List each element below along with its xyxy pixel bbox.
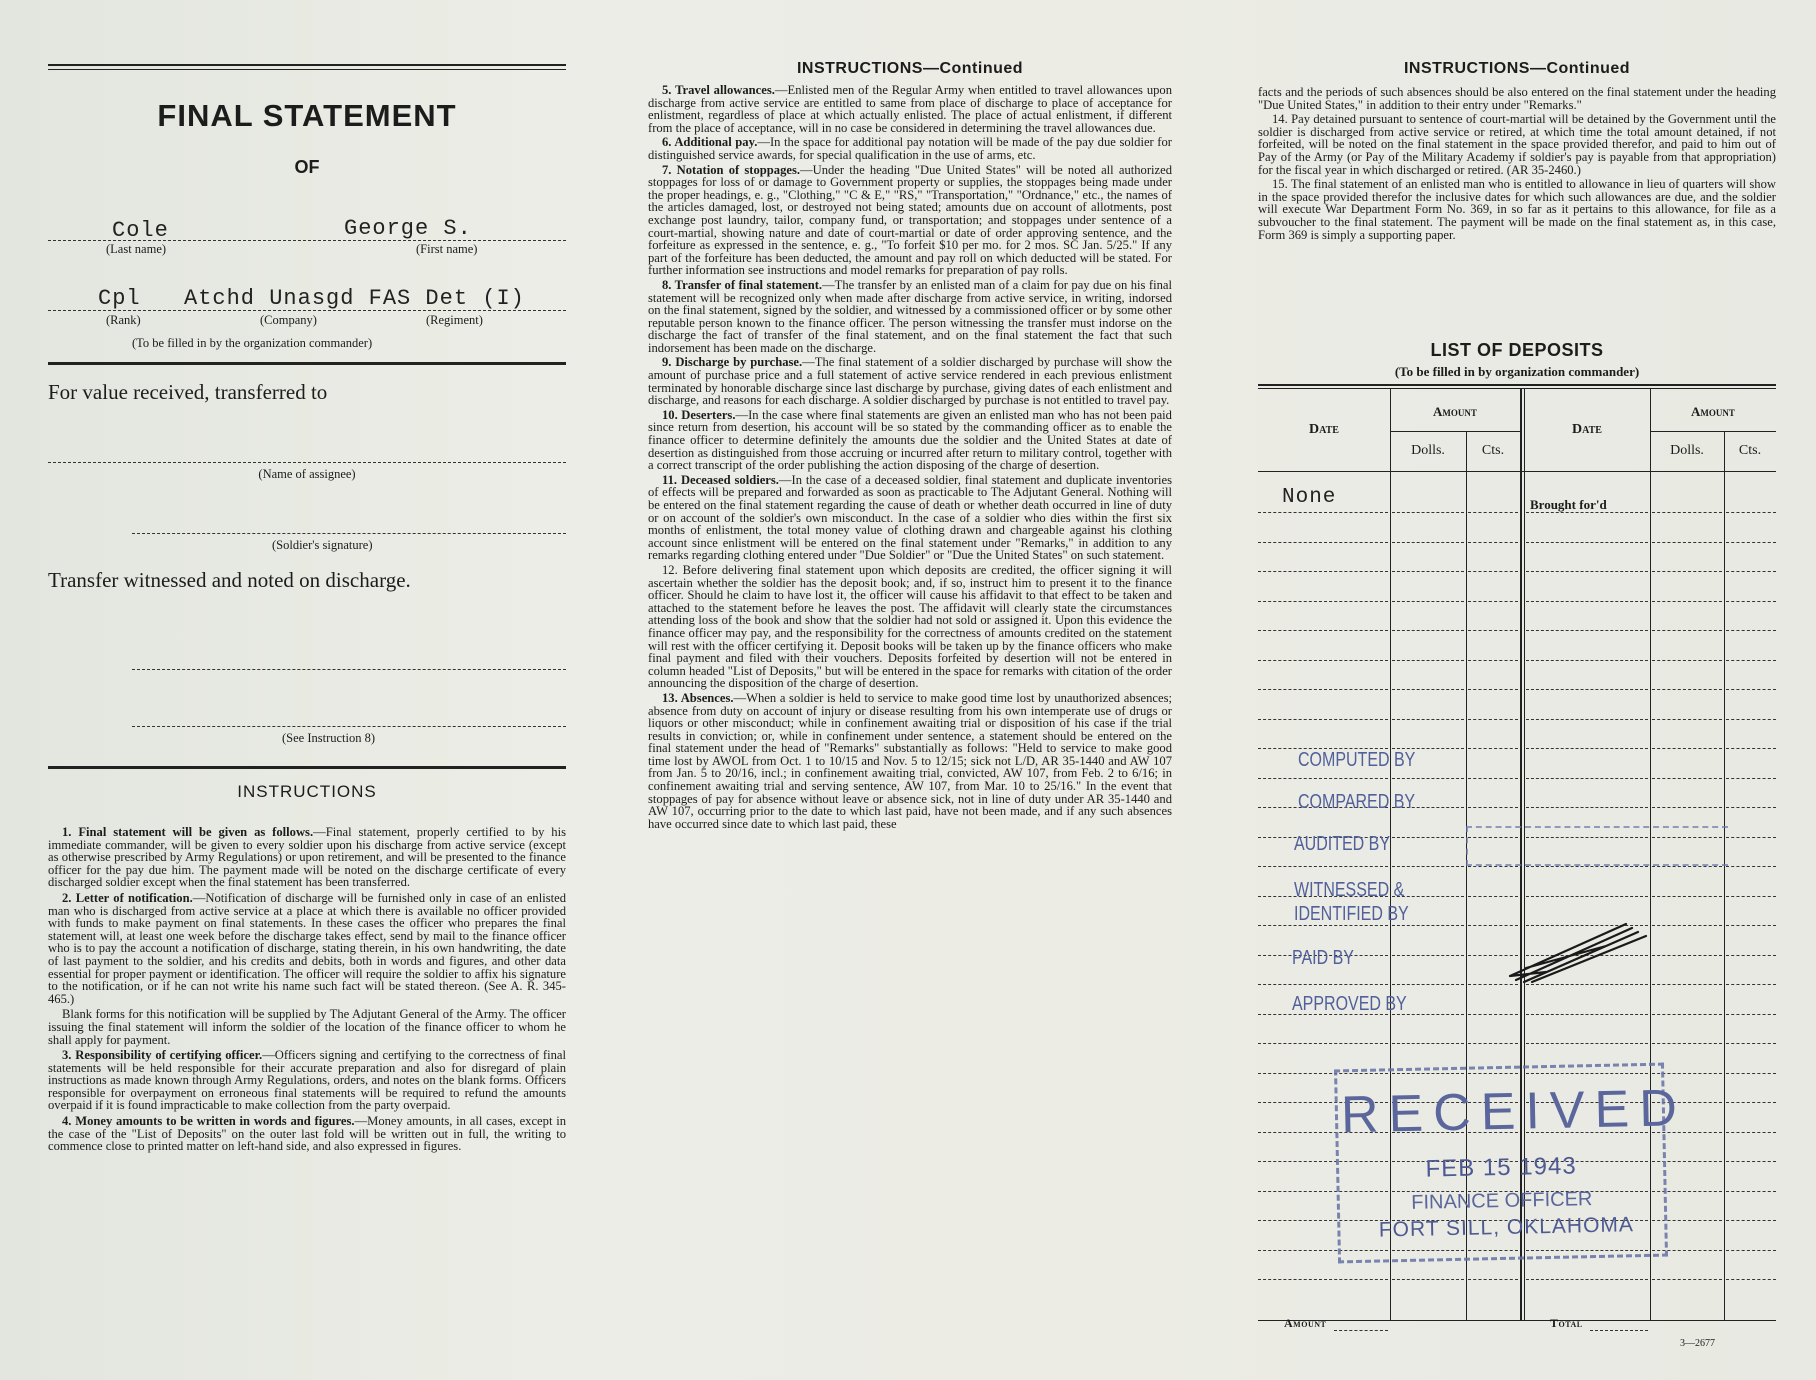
deposit-row-line[interactable] — [1468, 571, 1518, 572]
deposit-row-line[interactable] — [1392, 955, 1464, 956]
dolls-header-right: Dolls. — [1670, 443, 1704, 458]
approval-signature — [1506, 916, 1656, 986]
deposit-row-line[interactable] — [1726, 984, 1776, 985]
deposit-row-line[interactable] — [1468, 630, 1518, 631]
deposit-row-line[interactable] — [1726, 1043, 1776, 1044]
deposit-row-line[interactable] — [1526, 689, 1648, 690]
stamp-approved: APPROVED BY — [1292, 993, 1407, 1015]
deposit-row-line[interactable] — [1652, 512, 1722, 513]
deposit-row-line[interactable] — [1726, 778, 1776, 779]
deposit-row-line[interactable] — [1468, 689, 1518, 690]
amount-header-right: Amount — [1691, 404, 1735, 419]
deposit-row-line[interactable] — [1652, 866, 1722, 867]
assignee-line[interactable] — [48, 462, 566, 463]
deposit-row-line[interactable] — [1258, 630, 1388, 631]
deposit-row-line[interactable] — [1652, 660, 1722, 661]
deposit-row-line[interactable] — [1726, 837, 1776, 838]
deposit-row-line[interactable] — [1652, 719, 1722, 720]
deposit-row-line[interactable] — [1652, 1014, 1722, 1015]
date-header-right: Date — [1572, 422, 1602, 437]
dolls-header-left: Dolls. — [1411, 443, 1445, 458]
deposit-row-line[interactable] — [1258, 1279, 1388, 1280]
assignee-label: (Name of assignee) — [258, 467, 356, 481]
rank-label: (Rank) — [106, 313, 141, 327]
stamp-computed: COMPUTED BY — [1298, 749, 1416, 771]
deposit-row-line[interactable] — [1726, 925, 1776, 926]
deposit-row-line[interactable] — [1526, 542, 1648, 543]
deposit-row-line[interactable] — [1392, 1279, 1464, 1280]
deposit-row-line[interactable] — [1526, 1014, 1648, 1015]
company-label: (Company) — [260, 313, 317, 327]
right-heading: INSTRUCTIONS—Continued — [1403, 60, 1631, 77]
deposit-row-line[interactable] — [1526, 896, 1648, 897]
stamp-paid: PAID BY — [1292, 947, 1354, 969]
total-footer-line[interactable] — [1590, 1330, 1648, 1331]
stamp-identified: IDENTIFIED BY — [1294, 903, 1409, 925]
received-stamp-location: FORT SILL, OKLAHOMA — [1378, 1213, 1635, 1242]
rank-value: Cpl — [98, 286, 141, 311]
deposit-row-line[interactable] — [1726, 866, 1776, 867]
deposit-row-line[interactable] — [1258, 660, 1388, 661]
deposit-row-line[interactable] — [1726, 955, 1776, 956]
deposit-row-line[interactable] — [1258, 778, 1388, 779]
instruction-1: 1. Final statement will be given as follows.—Final statement, properly certified to by his immediate commander, will be given to every soldier upon his discharge from active service (except as otherwise prescribed by Army Regulations) or upon retirement, and will be presented to the finance officer for the pay due him. The payment made will be noted on the discharge certificate of every discharged soldier except when the final statement has been transferred. — [48, 825, 566, 890]
deposit-row-line[interactable] — [1392, 689, 1464, 690]
deposit-row-line[interactable] — [1652, 1279, 1722, 1280]
amount-sub-rule-left — [1390, 431, 1520, 432]
deposit-row-line[interactable] — [1258, 866, 1388, 867]
brought-forward-label: Brought for'd — [1530, 497, 1607, 512]
deposit-row-line[interactable] — [1468, 601, 1518, 602]
see-instruction-label: (See Instruction 8) — [282, 731, 376, 745]
instruction-13: 13. Absences.—When a soldier is held to service to make good time lost by unauthorized absences; absence from duty on account of injury or disease resulting from his own intemperate use of drugs or liquors or other misconduct; while in confinement awaiting trial or disposition of his case if the trial results in conviction; or, while in confinement under sentence, a statement should be entered on the final statement under the head of "Remarks" substantially as follows: "Held to service to make good time lost by AWOL from Oct. 1 to 10/15 and Nov. 5 to 12/15; sick not L/D, AR 35-1440 and AW 107 from Jan. 5 to 20/16, incl.; in confinement awaiting trial, convicted, AW 107, from Feb. 2 to 6/16; in confinement awaiting trial and serving sentence, AW 107, from Mar. 10 to 25/16." In the event that stoppages of pay for absence without leave or absence sick, not in line of duty under AR 35-1440 and AW 107, occurring prior to the date to which last paid, have not been made, and if any such absences have occurred since date to which last paid, these — [648, 690, 1172, 831]
deposit-row-line[interactable] — [1392, 571, 1464, 572]
deposit-row-line[interactable] — [1392, 778, 1464, 779]
deposit-row-line[interactable] — [1258, 1043, 1388, 1044]
first-name-label: (First name) — [416, 242, 478, 256]
date-header-left: Date — [1309, 422, 1339, 437]
instruction-9: 9. Discharge by purchase.—The final statement of a soldier discharged by purchase will show the amount of purchase price and a full statement of active service rendered in each previous enlistment terminated by honorable discharge since last discharge by purchase, giving dates of each enlistment and discharge, and reasons for each discharge. A soldier discharged by purchase is not entitled to travel pay. — [648, 355, 1173, 408]
deposit-row-line[interactable] — [1652, 955, 1722, 956]
deposit-row-line[interactable] — [1726, 601, 1776, 602]
company-value: Atchd Unasgd FAS Det (I) — [184, 286, 525, 311]
section-rule — [48, 362, 566, 365]
amount-footer-line[interactable] — [1334, 1330, 1388, 1331]
stamp-compared: COMPARED BY — [1298, 791, 1416, 813]
deposit-row-line[interactable] — [1526, 778, 1648, 779]
deposit-row-line[interactable] — [1726, 896, 1776, 897]
deposit-row-line[interactable] — [1258, 542, 1388, 543]
deposit-row-line[interactable] — [1526, 719, 1648, 720]
last-name-value: Cole — [112, 218, 169, 243]
instructions-heading: INSTRUCTIONS — [237, 782, 377, 801]
instruction-4: 4. Money amounts to be written in words and figures.—Money amounts, in all cases, except in the case of the "List of Deposits" on the outer last fold will be written out in full, the writing to commence close to printed matter on left-hand side, and also expressed in figures. — [48, 1114, 567, 1154]
instruction-12: 12. Before delivering final statement upon which deposits are credited, the officer signing it will ascertain whether the soldier has the deposit book; and, if so, instruct him to present it to the finance officer. Should he claim to have lost it, the officer will cause his affidavit to that effect to be taken and attached to the statement before he leaves the post. The affidavit will clearly state the circumstances attending loss of the book and show that the soldier had not sold or assigned it. Upon this evidence the finance officer may pay, and the responsibility for the correctness of amounts credited on the statement will rest with the officer certifying it. Deposit books will be taken up by the finance officers who make final payment and filed with their vouchers. Deposits forfeited by desertion will not be entered in column headed "List of Deposits," but will be entered in the space for remarks with citation of the order announcing the disposition of the charge of desertion. — [648, 562, 1172, 691]
deposit-row-line[interactable] — [1726, 630, 1776, 631]
middle-instructions-body — [648, 84, 1172, 830]
deposit-row-line[interactable] — [1468, 866, 1518, 867]
deposit-row-line[interactable] — [1726, 807, 1776, 808]
amount-footer-label: Amount — [1284, 1316, 1327, 1330]
deposit-row-line[interactable] — [1652, 630, 1722, 631]
deposit-row-line[interactable] — [1726, 1073, 1776, 1074]
deposit-row-line[interactable] — [1726, 512, 1776, 513]
deposit-row-line[interactable] — [1392, 660, 1464, 661]
deposit-row-line[interactable] — [1258, 601, 1388, 602]
deposit-row-line[interactable] — [1652, 748, 1722, 749]
instruction-6: 6. Additional pay.—In the space for additional pay notation will be made of the pay due soldier for distinguished service awards, for special qualification in the use of arms, etc. — [648, 135, 1172, 162]
deposit-row-line[interactable] — [1526, 807, 1648, 808]
first-deposit-entry: None — [1282, 486, 1337, 509]
deposit-row-line[interactable] — [1468, 778, 1518, 779]
deposit-row-line[interactable] — [1526, 748, 1648, 749]
transfer-text: For value received, transferred to — [48, 380, 328, 404]
of-label: OF — [294, 157, 320, 177]
deposit-row-line[interactable] — [1468, 1014, 1518, 1015]
final-statement-column — [48, 0, 566, 1380]
org-commander-note: (To be filled in by the organization commander) — [132, 336, 373, 350]
stamp-witnessed: WITNESSED & — [1294, 879, 1405, 901]
table-top-rule — [1258, 384, 1776, 386]
deposit-row-line[interactable] — [1726, 1102, 1776, 1103]
deposit-row-line[interactable] — [1526, 630, 1648, 631]
deposit-row-line[interactable] — [1392, 630, 1464, 631]
deposit-row-line[interactable] — [1392, 925, 1464, 926]
instruction-15: 15. The final statement of an enlisted man who is entitled to allowance in lieu of quarters will show in the space provided therefor the inclusive dates for which such allowances are due, and the soldier will execute War Department Form No. 369, in so far as it pertains to this allowance, for file as a subvoucher to the final statement. The payment will be made on the final statement as, in this case, Form 369 is simply a supporting paper. — [1258, 177, 1776, 242]
deposit-row-line[interactable] — [1726, 719, 1776, 720]
deposit-row-line[interactable] — [1526, 512, 1648, 513]
right-instructions-body — [1258, 86, 1776, 241]
stamp-box-mark — [1466, 826, 1728, 866]
deposit-row-line[interactable] — [1652, 807, 1722, 808]
instructions-continued-column — [648, 0, 1172, 1380]
deposit-row-line[interactable] — [1258, 719, 1388, 720]
instruction-7: 7. Notation of stoppages.—Under the heading "Due United States" will be noted all authorized stoppages for loss of or damage to Government property or supplies, the stoppages being made under the proper headings, e. g., "Clothing," "C & E," "RS," "Transportation," "Ordnance," etc., the names of the articles damaged, lost, or destroyed not being stated; amounts due on account of allotments, post exchange post laundry, tailor, company fund, or transportation; and stoppages under sentence of a court-martial, showing nature and date of court-martial or date of order approving sentence, and the forfeiture as expressed in the sentence, e. g., "To forfeit $10 per mo. for 2 mos. SC Jan. 5/25." If any part of the forfeiture has been deducted, the amount and pay roll on which deducted will be stated. For further information see instructions and model remarks for preparation of pay rolls. — [648, 162, 1173, 278]
deposit-row-line[interactable] — [1392, 866, 1464, 867]
received-stamp-title: RECEIVED — [1340, 1079, 1688, 1145]
col-divider-6 — [1724, 431, 1725, 1320]
deposit-row-line[interactable] — [1526, 1043, 1648, 1044]
instruction-13-cont: facts and the periods of such absences should be also entered on the final statement under the heading "Due United States," in addition to their entry under "Remarks." — [1258, 85, 1776, 112]
deposit-row-line[interactable] — [1726, 689, 1776, 690]
deposit-row-line[interactable] — [1392, 601, 1464, 602]
first-name-value: George S. — [344, 216, 472, 241]
deposit-row-line[interactable] — [1468, 512, 1518, 513]
cts-header-right: Cts. — [1738, 443, 1762, 458]
deposit-row-line[interactable] — [1258, 984, 1388, 985]
instruction-11: 11. Deceased soldiers.—In the case of a deceased soldier, final statement and duplicate inventories of effects will be prepared and forwarded as soon as practicable to The Adjutant General. Nothing will be entered on the final statement regarding the cause of death or whether death occurred in line of duty or on account of the soldier's own misconduct. In the case of a soldier who dies within the first six months of enlistment, the total money value of clothing drawn and chargeable against his clothing account since enlistment will be entered on the final statement under "Remarks," in addition to any remarks regarding clothing entered under "Due Soldier" or "Due the United States" on such statement. — [648, 472, 1172, 563]
instruction-3: 3. Responsibility of certifying officer.—Officers signing and certifying to the correctness of final statements will be held responsible for their accurate preparation and also for disregard of plain instructions as made known through Army Regulations, orders, and notes on the blank forms. Officers responsible for overpayment on erroneous final statements will be required to refund the amounts overpaid if it is found impracticable to make collection from the party overpaid. — [48, 1048, 566, 1113]
deposit-row-line[interactable] — [1726, 748, 1776, 749]
deposit-row-line[interactable] — [1726, 1191, 1776, 1192]
deposit-row-line[interactable] — [1468, 896, 1518, 897]
table-bottom-rule — [1258, 1320, 1776, 1321]
deposit-row-line[interactable] — [1726, 660, 1776, 661]
deposit-row-line[interactable] — [1526, 601, 1648, 602]
deposit-row-line[interactable] — [1258, 571, 1388, 572]
name-line — [48, 240, 566, 241]
instruction-14: 14. Pay detained pursuant to sentence of court-martial will be detained by the Government until the soldier is discharged from active service or retired, at which time the total amount detained, if not forfeited, will be noted on the final statement in the space provided therefor, and paid to him out of Pay of the Army (or Pay of the Military Academy if soldier's pay is payable from that appropriation) for the fiscal year in which discharged or retired. (AR 35-2460.) — [1258, 112, 1776, 177]
stamp-audited: AUDITED BY — [1294, 833, 1391, 855]
instructions-body — [48, 826, 566, 1153]
deposit-row-line[interactable] — [1392, 984, 1464, 985]
instruction-2: 2. Letter of notification.—Notification of discharge will be furnished only in case of an enlisted man who is discharged from active service at a place at which there is available no officer provided with funds to make payment on final statements. In these cases the officer who prepares the final statement will, at least one week before the discharge takes effect, send by mail to the finance officer who is to pay the account a notification of discharge, stating therein, in his own handwriting, the date of last payment to the soldier, and his credits and debits, both in words and figures, and other data essential for proper payment or identification. The officer will require the soldier to affix his signature to the notification, or if he can not write his name such fact will be stated thereon. (See A. R. 345-465.) — [48, 890, 566, 1006]
deposit-row-line[interactable] — [1526, 660, 1648, 661]
instruction-5: 5. Travel allowances.—Enlisted men of the Regular Army when entitled to travel allowances upon discharge from active service are entitled to same from place of discharge to place of acceptance for enlistment, regardless of place at which actually enlisted. The place of actual enlistment, if different from the place of acceptance, will in no case be considered in determining the travel allowances due. — [648, 83, 1173, 135]
cts-header-left: Cts. — [1481, 443, 1505, 458]
deposit-row-line[interactable] — [1652, 896, 1722, 897]
instruction-8: 8. Transfer of final statement.—The transfer by an enlisted man of a claim for pay due on his final statement will be recognized only when made after discharge from active service, in writing, indorsed on the final statement, signed by the soldier, and witnessed by a commissioned officer or by some other reputable person known to the finance officer. The person witnessing the transfer must indorse on the discharge the fact of transfer of the final statement, and on the final statement the fact that such indorsement has been made on the discharge. — [648, 277, 1172, 355]
deposit-row-line[interactable] — [1726, 1132, 1776, 1133]
deposit-row-line[interactable] — [1392, 1043, 1464, 1044]
last-name-label: (Last name) — [106, 242, 167, 256]
deposit-row-line[interactable] — [1468, 1043, 1518, 1044]
soldier-signature-line[interactable] — [132, 533, 566, 534]
middle-heading: INSTRUCTIONS—Continued — [796, 60, 1024, 77]
deposit-row-line[interactable] — [1526, 571, 1648, 572]
received-stamp-office: FINANCE OFFICER — [1411, 1188, 1593, 1214]
deposit-row-line[interactable] — [1726, 1220, 1776, 1221]
deposit-row-line[interactable] — [1726, 1279, 1776, 1280]
deposit-row-line[interactable] — [1652, 571, 1722, 572]
table-top-rule-2 — [1258, 388, 1776, 389]
deposit-row-line[interactable] — [1652, 925, 1722, 926]
rank-line — [48, 310, 566, 311]
deposit-row-line[interactable] — [1652, 601, 1722, 602]
witness-text: Transfer witnessed and noted on discharge. — [48, 568, 411, 592]
deposit-row-line[interactable] — [1526, 1279, 1648, 1280]
received-stamp-date: FEB 15 1943 — [1425, 1152, 1577, 1183]
deposit-row-line[interactable] — [1652, 1043, 1722, 1044]
deposit-row-line[interactable] — [1726, 1250, 1776, 1251]
deposits-note: (To be filled in by organization commander) — [1394, 364, 1640, 379]
form-number: 3—2677 — [1680, 1338, 1715, 1349]
deposit-row-line[interactable] — [1258, 512, 1388, 513]
deposit-row-line[interactable] — [1258, 689, 1388, 690]
header-bottom-rule — [1258, 471, 1776, 472]
deposit-row-line[interactable] — [1468, 719, 1518, 720]
deposit-row-line[interactable] — [1652, 689, 1722, 690]
deposit-row-line[interactable] — [1726, 1014, 1776, 1015]
deposits-title: LIST OF DEPOSITS — [1430, 340, 1604, 360]
soldier-signature-label: (Soldier's signature) — [272, 538, 373, 552]
deposit-row-line[interactable] — [1652, 984, 1722, 985]
deposit-row-line[interactable] — [1652, 542, 1722, 543]
deposit-row-line[interactable] — [1652, 778, 1722, 779]
deposit-row-line[interactable] — [1392, 542, 1464, 543]
witness-signature-line[interactable] — [132, 726, 566, 727]
deposit-row-line[interactable] — [1468, 660, 1518, 661]
deposit-row-line[interactable] — [1468, 1279, 1518, 1280]
form-title: FINAL STATEMENT — [157, 98, 457, 133]
instruction-2-note: Blank forms for this notification will be supplied by The Adjutant General of the Army. The officer issuing the final statement will inform the soldier of the location of the finance officer to whom he shall apply for payment. — [48, 1007, 566, 1047]
instructions-rule — [48, 766, 566, 769]
received-stamp — [1334, 1063, 1688, 1262]
deposit-row-line[interactable] — [1468, 542, 1518, 543]
total-footer-label: Total — [1550, 1316, 1583, 1330]
deposit-row-line[interactable] — [1468, 807, 1518, 808]
deposit-row-line[interactable] — [1468, 748, 1518, 749]
deposit-row-line[interactable] — [1726, 1161, 1776, 1162]
top-rule — [48, 64, 566, 70]
deposits-column — [1258, 0, 1776, 1380]
instruction-10: 10. Deserters.—In the case where final statements are given an enlisted man who has not been paid since return from desertion, his account will be so stated by the commanding officer as to enable the finance officer to determine definitely the amounts due the soldier and the United States at date of desertion as distinguished from those accruing or incurred after return to military control, together with a correct transcript of the order publishing the action disposing of the charge of desertion. — [648, 407, 1172, 473]
deposit-row-line[interactable] — [1726, 542, 1776, 543]
deposit-row-line[interactable] — [1258, 925, 1388, 926]
regiment-label: (Regiment) — [426, 313, 483, 327]
witness-line[interactable] — [132, 669, 566, 670]
deposit-row-line[interactable] — [1392, 719, 1464, 720]
deposit-row-line[interactable] — [1526, 866, 1648, 867]
deposit-row-line[interactable] — [1726, 571, 1776, 572]
deposit-row-line[interactable] — [1392, 512, 1464, 513]
amount-sub-rule-right — [1650, 431, 1776, 432]
amount-header-left: Amount — [1433, 404, 1477, 419]
deposit-row-line[interactable] — [1392, 837, 1464, 838]
